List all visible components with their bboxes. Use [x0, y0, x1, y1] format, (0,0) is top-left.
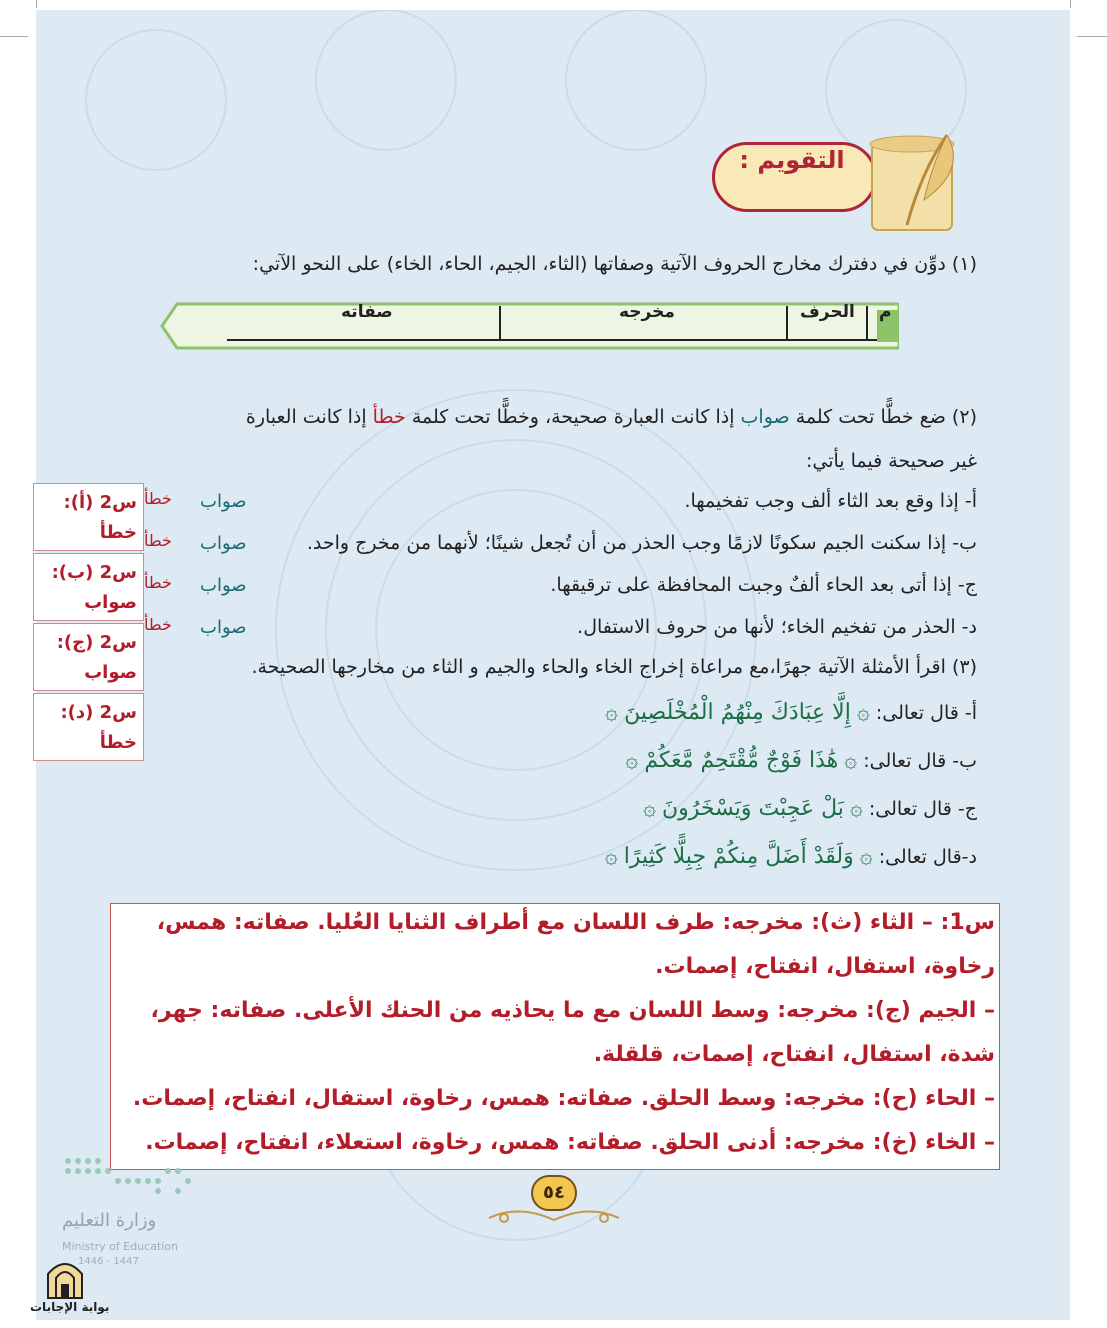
page-number: ٥٤ — [531, 1175, 577, 1211]
q2-item-c: ج- إذا أتى بعد الحاء ألفٌ وجبت المحافظة على ترقيقها. — [550, 574, 977, 596]
q2-item-a-false[interactable]: خطأ — [144, 489, 172, 508]
q3-item-d — [605, 844, 977, 869]
side-answer-b-a: صواب — [84, 592, 137, 613]
ornament-close-icon: ۞ — [643, 796, 656, 821]
ministry-name-en: Ministry of Education — [62, 1240, 179, 1253]
answer-line-2: رخاوة، استفال، انفتاح، إصمات. — [655, 954, 995, 979]
q2-item-a: أ- إذا وقع بعد الثاء ألف وجب تفخيمها. — [684, 490, 977, 512]
ornament-open-icon: ۞ — [856, 700, 870, 725]
q2-intro-c: إذا كانت العبارة — [245, 406, 373, 428]
col-num: م — [879, 302, 892, 322]
side-answer-d-a: خطأ — [99, 732, 137, 753]
q3-item-a-label: أ- قال تعالى: — [875, 702, 977, 724]
q1-text: (١) دوِّن في دفترك مخارج الحروف الآتية وصفاتها (الثاء، الجيم، الحاء، الخاء) على النحو الآتي: — [252, 253, 977, 275]
answer-line-5: – الحاء (ح): مخرجه: وسط الحلق. صفاته: همس، رخاوة، استفال، انفتاح، إصمات. — [132, 1086, 995, 1111]
q2-item-b-true[interactable]: صواب — [200, 533, 247, 554]
q2-item-a-true[interactable]: صواب — [200, 491, 247, 512]
q2-item-b: ب- إذا سكنت الجيم سكونًا لازمًا وجب الحذر من أن تُجعل شينًا؛ لأنهما من مخرج واحد. — [306, 532, 977, 554]
side-answer-d — [33, 693, 144, 761]
col-makhraj: مخرجه — [619, 302, 675, 322]
ornament-close-icon: ۞ — [605, 700, 619, 725]
section-header — [712, 130, 972, 235]
q2-item-c-true[interactable]: صواب — [200, 575, 247, 596]
q2-word-false: خطأ — [372, 406, 406, 428]
q3-item-d-verse: وَلَقَدْ أَضَلَّ مِنكُمْ جِبِلًّا كَثِيرًا — [623, 844, 854, 869]
q3-item-b-label: ب- قال تعالى: — [863, 750, 977, 772]
header-title: التقويم : — [739, 146, 845, 174]
answer-line-1: س1: – الثاء (ث): مخرجه: طرف اللسان مع أطراف الثنايا العُليا. صفاته: همس، — [156, 910, 995, 935]
ministry-dots-logo-icon — [62, 1155, 197, 1200]
side-answer-c-a: صواب — [84, 662, 137, 683]
side-answer-a — [33, 483, 144, 551]
q2-intro-b: إذا كانت العبارة صحيحة، وخطًّا تحت كلمة — [405, 406, 741, 428]
side-answer-c-q: س2 (ج): — [56, 632, 137, 653]
ministry-name-ar: وزارة التعليم — [62, 1210, 157, 1231]
answer-line-3: – الجيم (ج): مخرجه: وسط اللسان مع ما يحاذيه من الحنك الأعلى. صفاته: جهر، — [150, 998, 995, 1023]
q3-item-b — [625, 748, 977, 773]
portal-name: بوابة الإجابات — [30, 1300, 110, 1314]
q3-item-a-verse: إِلَّا عِبَادَكَ مِنْهُمُ الْمُخْلَصِينَ — [624, 700, 851, 725]
q1-table — [157, 290, 899, 362]
q3-item-c-verse: بَلْ عَجِبْتَ وَيَسْخَرُونَ — [662, 796, 844, 821]
q2-item-d-true[interactable]: صواب — [200, 617, 247, 638]
ornament-close-icon: ۞ — [604, 844, 618, 869]
q3-item-c — [643, 796, 977, 821]
portal-logo-icon — [44, 1256, 86, 1300]
q2-intro — [246, 406, 977, 428]
q3-item-c-label: ج- قال تعالى: — [868, 798, 977, 820]
answer-line-6: – الخاء (خ): مخرجه: أدنى الحلق. صفاته: همس، رخاوة، استعلاء، انفتاح، إصمات. — [145, 1130, 995, 1155]
handwritten-answer-box — [110, 903, 1000, 1170]
side-answer-c — [33, 623, 144, 691]
q3-item-b-verse: هَٰذَا فَوْجٌ مُّقْتَحِمٌ مَّعَكُمْ — [644, 748, 839, 773]
side-answer-b — [33, 553, 144, 621]
scroll-quill-icon — [852, 130, 972, 235]
ornament-open-icon: ۞ — [859, 844, 873, 869]
side-answer-d-q: س2 (د): — [60, 702, 137, 723]
q2-intro-line2: غير صحيحة فيما يأتي: — [805, 450, 977, 472]
ministry-year: 1446 - 1447 — [78, 1256, 139, 1267]
ornament-open-icon: ۞ — [849, 796, 863, 821]
side-answer-b-q: س2 (ب): — [51, 562, 137, 583]
answer-line-4: شدة، استفال، انفتاح، إصمات، قلقلة. — [593, 1042, 995, 1067]
q2-item-d-false[interactable]: خطأ — [144, 615, 172, 634]
q3-item-d-label: د-قال تعالى: — [878, 846, 977, 868]
q2-intro-a: (٢) ضع خطًّا تحت كلمة — [789, 406, 977, 428]
q3-text: (٣) اقرأ الأمثلة الآتية جهرًا،مع مراعاة إخراج الخاء والحاء والجيم و الثاء من مخارجها الصحيحة. — [251, 656, 977, 678]
q2-word-true: صواب — [740, 406, 790, 428]
ornament-open-icon: ۞ — [844, 748, 858, 773]
side-answer-a-q: س2 (أ): — [63, 492, 137, 513]
col-sifat: صفاته — [341, 302, 393, 322]
ornament-close-icon: ۞ — [625, 748, 639, 773]
q2-item-d: د- الحذر من تفخيم الخاء؛ لأنها من حروف الاستفال. — [577, 616, 977, 638]
col-letter: الحرف — [800, 302, 855, 322]
q2-item-b-false[interactable]: خطأ — [144, 531, 172, 550]
side-answer-a-a: خطأ — [99, 522, 137, 543]
q2-item-c-false[interactable]: خطأ — [144, 573, 172, 592]
q3-item-a — [605, 700, 977, 725]
table-frame — [157, 290, 899, 362]
